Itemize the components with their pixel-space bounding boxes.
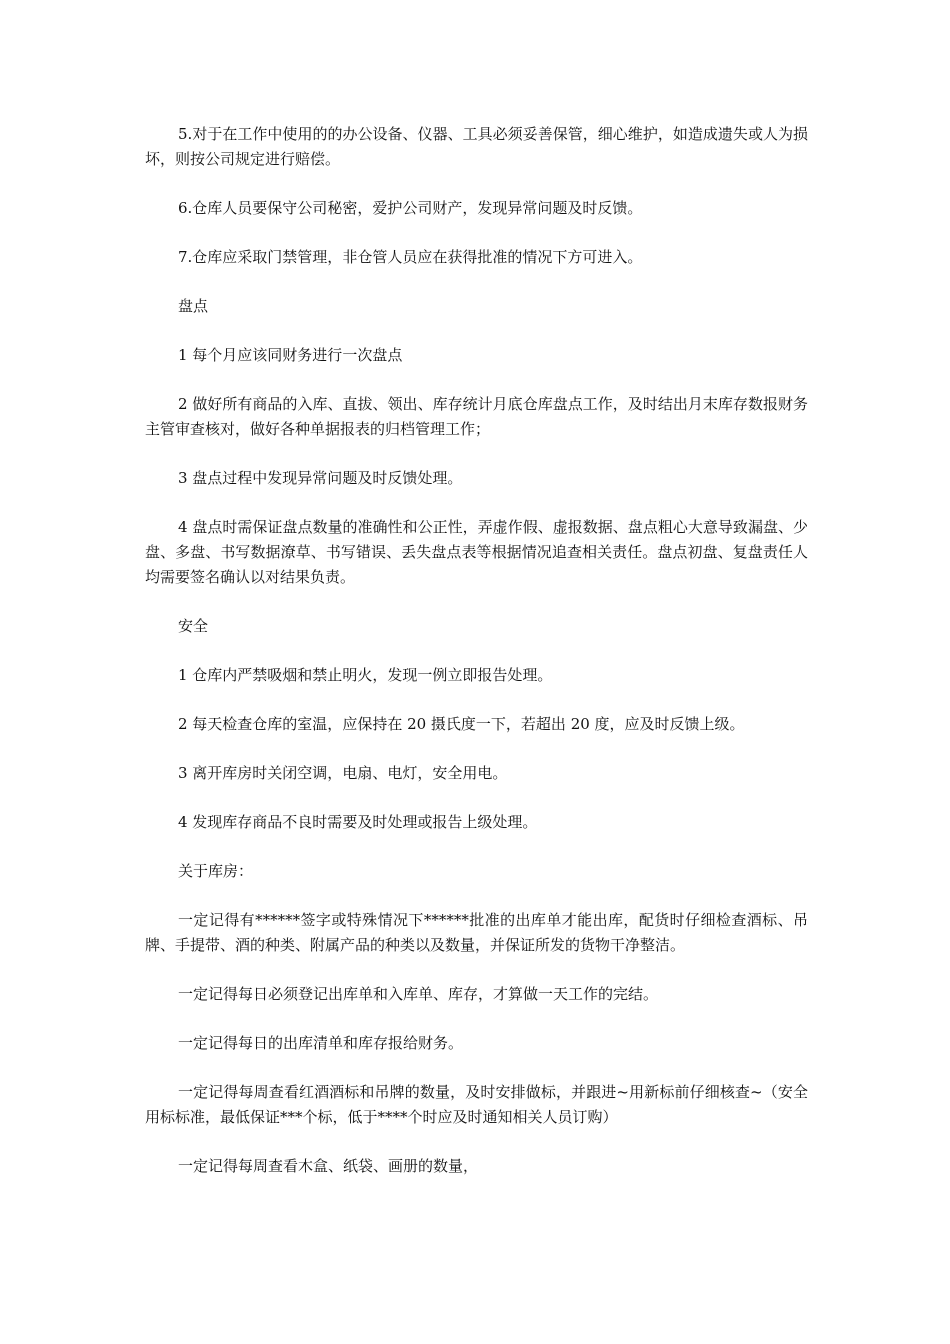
safety-item-4: 4 发现库存商品不良时需要及时处理或报告上级处理。 bbox=[178, 813, 538, 831]
section-heading-inventory: 盘点 bbox=[178, 297, 209, 315]
inventory-item-1: 1 每个月应该同财务进行一次盘点 bbox=[178, 346, 403, 364]
warehouse-item-2: 一定记得每日必须登记出库单和入库单、库存，才算做一天工作的完结。 bbox=[178, 985, 659, 1003]
paragraph-item-6: 6.仓库人员要保守公司秘密，爱护公司财产，发现异常问题及时反馈。 bbox=[178, 199, 643, 217]
warehouse-item-5: 一定记得每周查看木盒、纸袋、画册的数量， bbox=[178, 1157, 479, 1175]
inventory-item-3: 3 盘点过程中发现异常问题及时反馈处理。 bbox=[178, 469, 463, 487]
section-heading-safety: 安全 bbox=[178, 617, 209, 635]
warehouse-item-3: 一定记得每日的出库清单和库存报给财务。 bbox=[178, 1034, 464, 1052]
inventory-item-2: 2 做好所有商品的入库、直拔、领出、库存统计月底仓库盘点工作，及时结出月末库存数报财务主管审查核对，做好各种单据报表的归档管理工作； bbox=[145, 395, 808, 438]
section-heading-warehouse: 关于库房： bbox=[178, 862, 254, 880]
paragraph-item-5: 5.对于在工作中使用的的办公设备、仪器、工具必须妥善保管，细心维护，如造成遗失或人为损坏，则按公司规定进行赔偿。 bbox=[145, 125, 808, 168]
inventory-item-4: 4 盘点时需保证盘点数量的准确性和公正性，弄虚作假、虚报数据、盘点粗心大意导致漏盘、少盘、多盘、书写数据潦草、书写错误、丢失盘点表等根据情况追查相关责任。盘点初盘、复盘责任人均需要签名确认以对结果负责。 bbox=[145, 518, 808, 586]
safety-item-3: 3 离开库房时关闭空调，电扇、电灯，安全用电。 bbox=[178, 764, 508, 782]
warehouse-item-1: 一定记得有******签字或特殊情况下******批准的出库单才能出库，配货时仔细检查酒标、吊牌、手提带、酒的种类、附属产品的种类以及数量，并保证所发的货物干净整洁。 bbox=[145, 911, 808, 954]
warehouse-item-4: 一定记得每周查看红酒酒标和吊牌的数量，及时安排做标，并跟进~用新标前仔细核查~（安全用标标准，最低保证***个标，低于****个时应及时通知相关人员订购） bbox=[145, 1083, 808, 1126]
document-body bbox=[145, 122, 808, 1203]
safety-item-1: 1 仓库内严禁吸烟和禁止明火，发现一例立即报告处理。 bbox=[178, 666, 553, 684]
safety-item-2: 2 每天检查仓库的室温，应保持在 20 摄氏度一下，若超出 20 度，应及时反馈上级。 bbox=[178, 715, 745, 733]
paragraph-item-7: 7.仓库应采取门禁管理，非仓管人员应在获得批准的情况下方可进入。 bbox=[178, 248, 643, 266]
